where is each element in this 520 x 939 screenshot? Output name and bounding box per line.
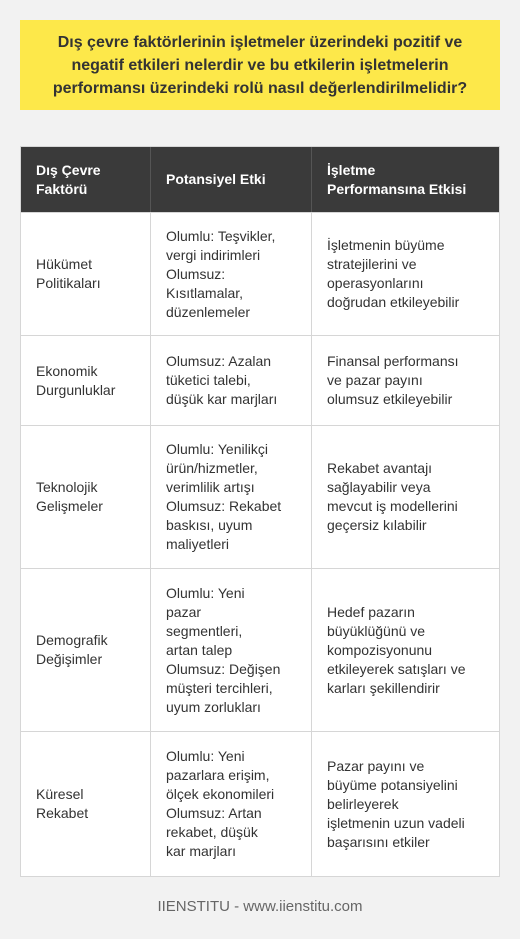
table-cell-performance-effect: Finansal performansı ve pazar payını olumsuz etkileyebilir [327,353,459,407]
footer-credit: IIENSTITU - www.iienstitu.com [157,898,363,915]
factors-table [20,146,500,877]
table-cell-potential-effect: Olumlu: Yeni pazarlara erişim, ölçek ekonomileri Olumsuz: Artan rekabet, düşük kar marjları [151,732,312,876]
title-banner [20,20,500,110]
table-cell-potential-effect: Olumlu: Yenilikçi ürün/hizmetler, verimlilik artışı Olumsuz: Rekabet baskısı, uyum maliyetleri [151,426,312,568]
table-cell-factor: Hükümet Politikaları [21,213,151,335]
table-cell-factor: Teknolojik Gelişmeler [21,426,151,568]
table-cell-factor: Küresel Rekabet [21,732,151,876]
table-row [21,426,499,569]
page-title: Dış çevre faktörlerinin işletmeler üzerindeki pozitif ve negatif etkileri nelerdir ve bu etkilerin işletmelerin performansı üzerindeki rolü nasıl değerlendirilmelidir? [52,33,468,97]
table-cell-potential-effect: Olumlu: Yeni pazar segmentleri, artan talep Olumsuz: Değişen müşteri tercihleri, uyum zorlukları [151,569,312,731]
header-cell-potential-effect: Potansiyel Etki [151,147,312,212]
header-cell-performance-effect: İşletme Performansına Etkisi [327,161,467,197]
table-cell-performance-effect: Pazar payını ve büyüme potansiyelini belirleyerek işletmenin uzun vadeli başarısını etkiler [327,757,465,850]
table-row [21,213,499,336]
table-header-row [21,147,499,213]
table-cell-potential-effect: Olumsuz: Azalan tüketici talebi, düşük kar marjları [151,336,312,425]
table-row [21,732,499,876]
table-row [21,569,499,732]
table-row [21,336,499,426]
table-cell-performance-effect: Rekabet avantajı sağlayabilir veya mevcut iş modellerini geçersiz kılabilir [327,460,458,533]
table-cell-performance-effect: Hedef pazarın büyüklüğünü ve kompozisyonunu etkileyerek satışları ve karları şekillendirir [327,603,466,696]
table-cell-potential-effect: Olumlu: Teşvikler, vergi indirimleri Olumsuz: Kısıtlamalar, düzenlemeler [151,213,312,335]
table-cell-performance-effect: İşletmenin büyüme stratejilerini ve operasyonlarını doğrudan etkileyebilir [327,237,460,310]
header-cell-factor: Dış Çevre Faktörü [21,147,151,212]
table-cell-factor: Ekonomik Durgunluklar [21,336,151,425]
table-cell-factor: Demografik Değişimler [21,569,151,731]
